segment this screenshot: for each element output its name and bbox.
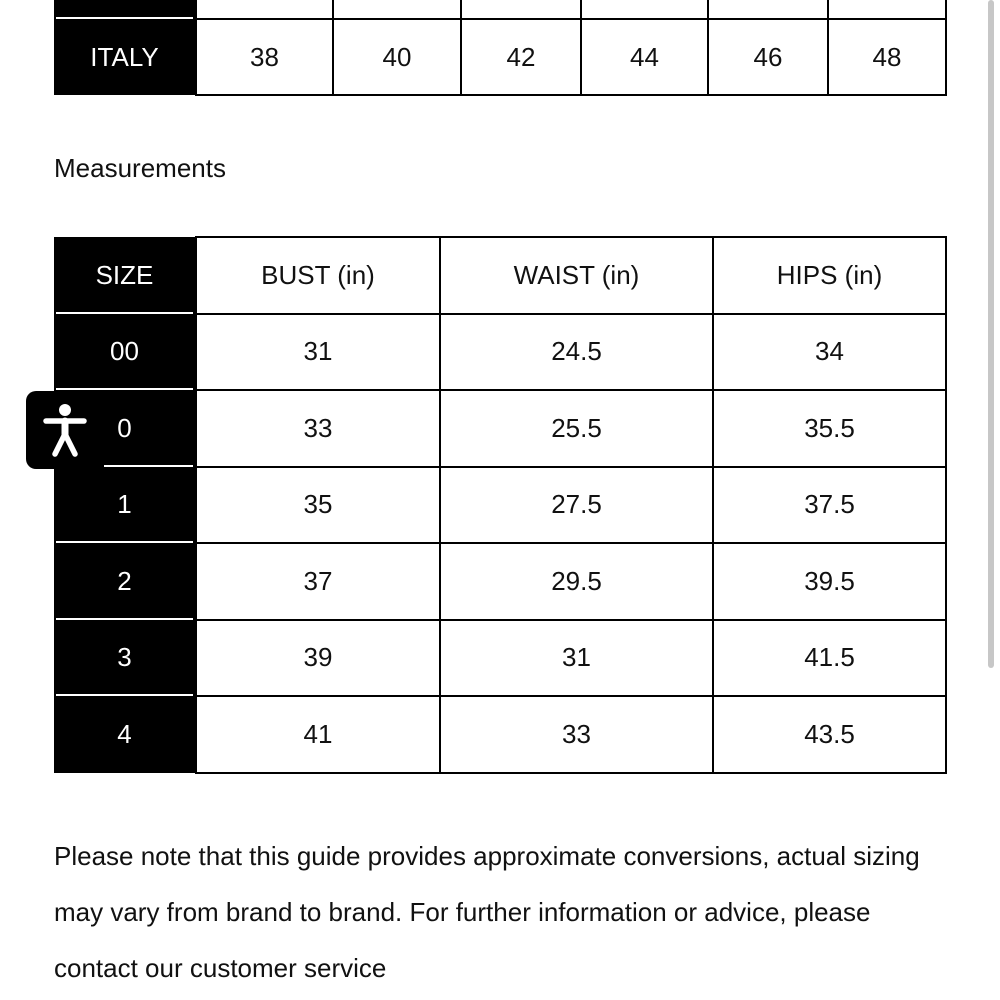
waist-value: 24.5: [440, 314, 713, 391]
table-row: [54, 696, 946, 773]
bust-value: 33: [196, 390, 440, 467]
table-row: [54, 390, 946, 467]
hips-value: 41.5: [713, 620, 946, 697]
row-label-cell: [54, 0, 196, 19]
hips-value: 43.5: [713, 696, 946, 773]
size-label: 4: [54, 696, 196, 773]
measurements-heading: Measurements: [54, 153, 226, 183]
row-label-italy: ITALY: [54, 19, 196, 95]
bust-value: 35: [196, 467, 440, 544]
table-cell: [581, 0, 708, 19]
column-header-waist: WAIST (in): [440, 237, 713, 314]
table-header-row: [54, 237, 946, 314]
hips-value: 37.5: [713, 467, 946, 544]
table-cell: [196, 0, 333, 19]
accessibility-tab-edge: [102, 391, 116, 463]
size-label: 3: [54, 620, 196, 697]
waist-value: 29.5: [440, 543, 713, 620]
italy-size-cell: 46: [708, 19, 828, 95]
table-cell: [828, 0, 946, 19]
scrollbar-thumb[interactable]: [988, 0, 994, 668]
accessibility-icon: [43, 402, 87, 458]
table-row: [54, 314, 946, 391]
waist-value: 31: [440, 620, 713, 697]
sizing-note: Please note that this guide provides approximate conversions, actual sizing may vary from brand to brand. For further information or advice, please contact our customer service: [54, 841, 920, 983]
table-row: [54, 620, 946, 697]
bust-value: 37: [196, 543, 440, 620]
column-header-size: SIZE: [54, 237, 196, 314]
hips-value: 34: [713, 314, 946, 391]
waist-value: 25.5: [440, 390, 713, 467]
bust-value: 41: [196, 696, 440, 773]
size-label: 0: [54, 390, 196, 467]
accessibility-button[interactable]: [26, 391, 104, 469]
size-label: 2: [54, 543, 196, 620]
table-cell: [708, 0, 828, 19]
italy-size-cell: 38: [196, 19, 333, 95]
table-row-italy: [54, 19, 946, 95]
size-label: 00: [54, 314, 196, 391]
size-conversion-table: [54, 0, 947, 96]
column-header-bust: BUST (in): [196, 237, 440, 314]
italy-size-cell: 44: [581, 19, 708, 95]
hips-value: 39.5: [713, 543, 946, 620]
table-cell: [461, 0, 581, 19]
column-header-hips: HIPS (in): [713, 237, 946, 314]
table-row: [54, 543, 946, 620]
table-row: [54, 0, 946, 19]
table-row: [54, 467, 946, 544]
size-label: 1: [54, 467, 196, 544]
waist-value: 33: [440, 696, 713, 773]
italy-size-cell: 42: [461, 19, 581, 95]
measurements-table: [54, 236, 947, 774]
italy-size-cell: 48: [828, 19, 946, 95]
hips-value: 35.5: [713, 390, 946, 467]
bust-value: 39: [196, 620, 440, 697]
italy-size-cell: 40: [333, 19, 461, 95]
waist-value: 27.5: [440, 467, 713, 544]
bust-value: 31: [196, 314, 440, 391]
table-cell: [333, 0, 461, 19]
